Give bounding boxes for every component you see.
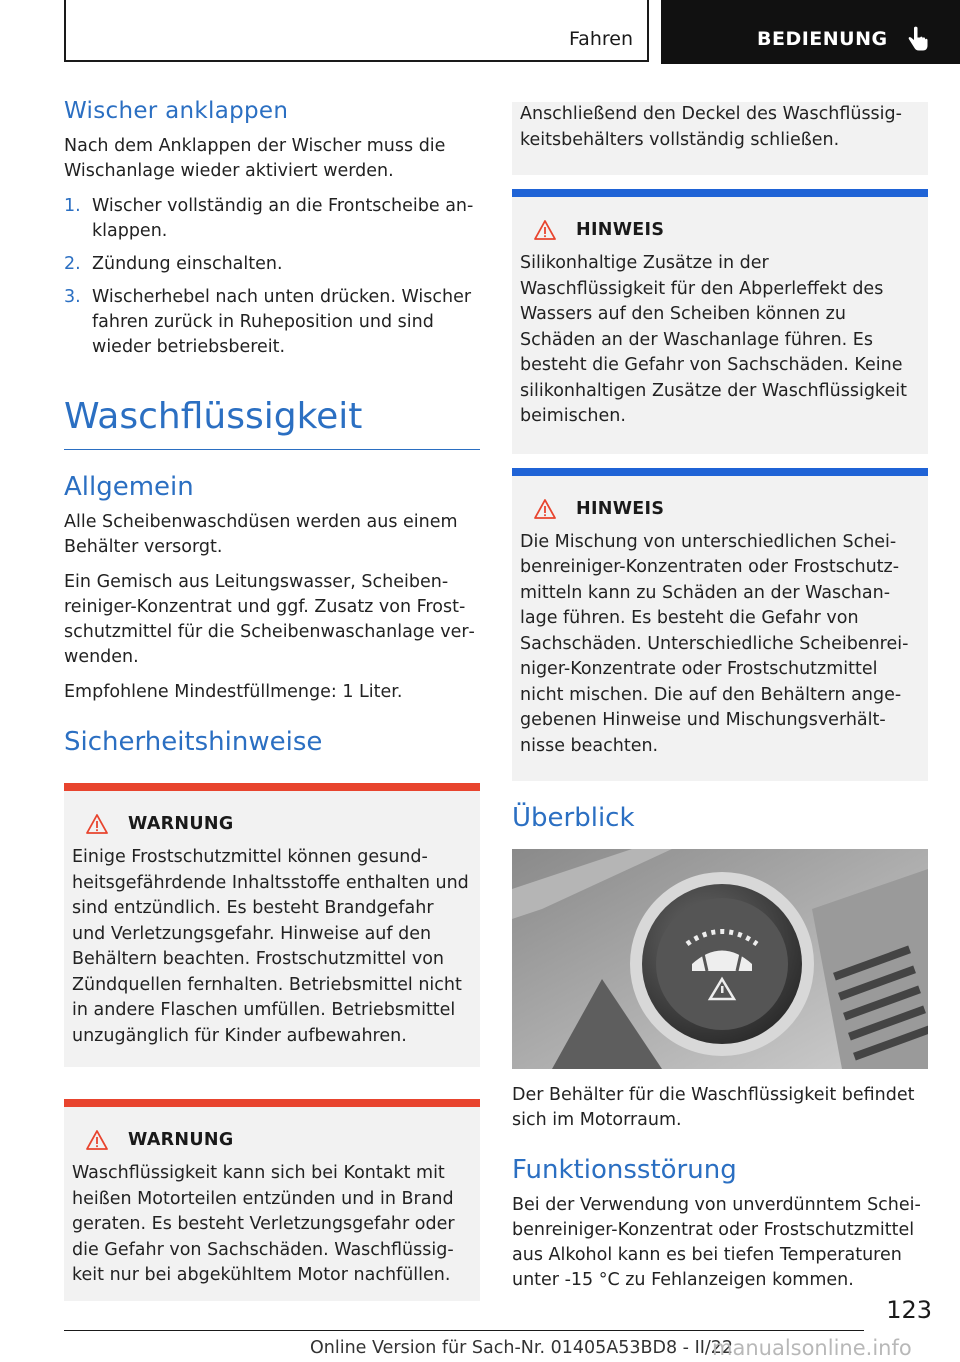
continuation-box	[512, 102, 928, 175]
allgemein-p2: Ein Gemisch aus Leitungswasser, Scheibenreiniger-Konzentrat und ggf. Zusatz von Frostschutzmittel für die Scheibenwaschanlage verwenden.	[64, 572, 475, 667]
header-chapter: Fahren	[569, 28, 633, 50]
step-item	[64, 252, 480, 277]
warning-header	[64, 1107, 480, 1151]
hint-box	[512, 468, 928, 782]
warning-triangle-icon	[534, 498, 556, 520]
step-number: 1.	[64, 196, 81, 216]
ueberblick-heading: Überblick	[512, 803, 635, 833]
warning-box	[64, 1099, 480, 1301]
hint-box	[512, 189, 928, 454]
warning-bar	[64, 1099, 480, 1107]
hint-text: Silikonhaltige Zusätze in der Waschflüssigkeit für den Abperleffekt des Wassers auf den Scheiben können zu Schäden an der Waschanlage führen. Es besteht die Gefahr von Sachschäden. Keine silikonhaltigen Zusätze der Waschflüssigkeit beimischen.	[520, 253, 907, 426]
hint-bar	[512, 468, 928, 476]
header-section-label: BEDIENUNG	[757, 28, 888, 50]
left-column	[64, 98, 480, 1301]
step-text: Zündung einschalten.	[92, 254, 283, 274]
hint-text: Die Mischung von unterschiedlichen Scheibenreiniger-Konzentraten oder Frostschutzmitteln kann zu Schäden an der Waschanlage führen. Es besteht die Gefahr von Sachschäden. Unterschiedliche Scheibenreiniger-Konzentrate oder Frostschutzmittel nicht mischen. Die auf den Behältern angegebenen Hinweise und Mischungsverhältnisse beachten.	[520, 531, 909, 756]
footer-version-text: Online Version für Sach-Nr. 01405A53BD8 - II/22	[310, 1338, 734, 1358]
warning-bar	[64, 783, 480, 791]
step-text: Wischerhebel nach unten drücken. Wischer fahren zurück in Ruheposition und sind wieder betriebsbereit.	[92, 287, 472, 357]
warning-header	[64, 791, 480, 835]
allgemein-p1: Alle Scheibenwaschdüsen werden aus einem Behälter versorgt.	[64, 512, 458, 557]
warning-text: Einige Frostschutzmittel können gesundheitsgefährdende Inhaltsstoffe enthalten und sind entzündlich. Es besteht Brandgefahr und Verletzungsgefahr. Hinweise auf den Behältern beachten. Frostschutzmittel von Zündquellen fernhalten. Betriebsmittel nicht in andere Flaschen umfüllen. Betriebsmittel unzugänglich für Kinder aufbewahren.	[72, 847, 469, 1046]
hint-header	[512, 476, 928, 520]
washer-reservoir-photo	[512, 849, 928, 1069]
wischer-heading: Wischer anklappen	[64, 98, 289, 124]
hint-title: HINWEIS	[576, 498, 665, 519]
pointing-hand-icon	[905, 26, 931, 54]
step-item	[64, 285, 480, 360]
footer-divider	[64, 1330, 864, 1331]
step-number: 2.	[64, 254, 81, 274]
header-chapter-box	[64, 0, 649, 62]
warning-box	[64, 783, 480, 1067]
warning-triangle-icon	[86, 813, 108, 835]
right-column	[512, 98, 928, 1303]
page-number: 123	[886, 1296, 932, 1324]
step-item	[64, 194, 480, 244]
ueberblick-caption: Der Behälter für die Waschflüssigkeit befindet sich im Motorraum.	[512, 1085, 915, 1130]
continuation-text: Anschließend den Deckel des Waschflüssigkeitsbehälters vollständig schließen.	[520, 104, 902, 150]
watermark: manualsonline.info	[712, 1336, 912, 1360]
waschfluessigkeit-heading: Waschflüssigkeit	[64, 396, 480, 450]
header-section-tab	[661, 0, 960, 64]
allgemein-p3: Empfohlene Mindestfüllmenge: 1 Liter.	[64, 682, 403, 702]
allgemein-heading: Allgemein	[64, 472, 194, 502]
warning-title: WARNUNG	[128, 1130, 234, 1150]
hint-title: HINWEIS	[576, 220, 665, 240]
warning-title: WARNUNG	[128, 814, 234, 834]
funktionsstoerung-heading: Funktionsstörung	[512, 1155, 737, 1185]
warning-triangle-icon	[86, 1129, 108, 1151]
funktionsstoerung-text: Bei der Verwendung von unverdünntem Scheibenreiniger-Konzentrat oder Frostschutzmittel aus Alkohol kann es bei tiefen Temperaturen unter -15 °C zu Fehlanzeigen kommen.	[512, 1195, 921, 1290]
hint-bar	[512, 189, 928, 197]
washer-cap-illustration	[512, 849, 928, 1069]
warning-triangle-icon	[534, 219, 556, 241]
wischer-intro: Nach dem Anklappen der Wischer muss die Wischanlage wieder aktiviert werden.	[64, 136, 446, 181]
step-number: 3.	[64, 287, 81, 307]
wischer-steps	[64, 194, 480, 360]
step-text: Wischer vollständig an die Frontscheibe anklappen.	[92, 196, 474, 241]
warning-text: Waschflüssigkeit kann sich bei Kontakt mit heißen Motorteilen entzünden und in Brand geraten. Es besteht Verletzungsgefahr oder die Gefahr von Sachschäden. Waschflüssigkeit nur bei abgekühltem Motor nachfüllen.	[72, 1163, 455, 1285]
sicherheit-heading: Sicherheitshinweise	[64, 727, 323, 757]
hint-header	[512, 197, 928, 241]
